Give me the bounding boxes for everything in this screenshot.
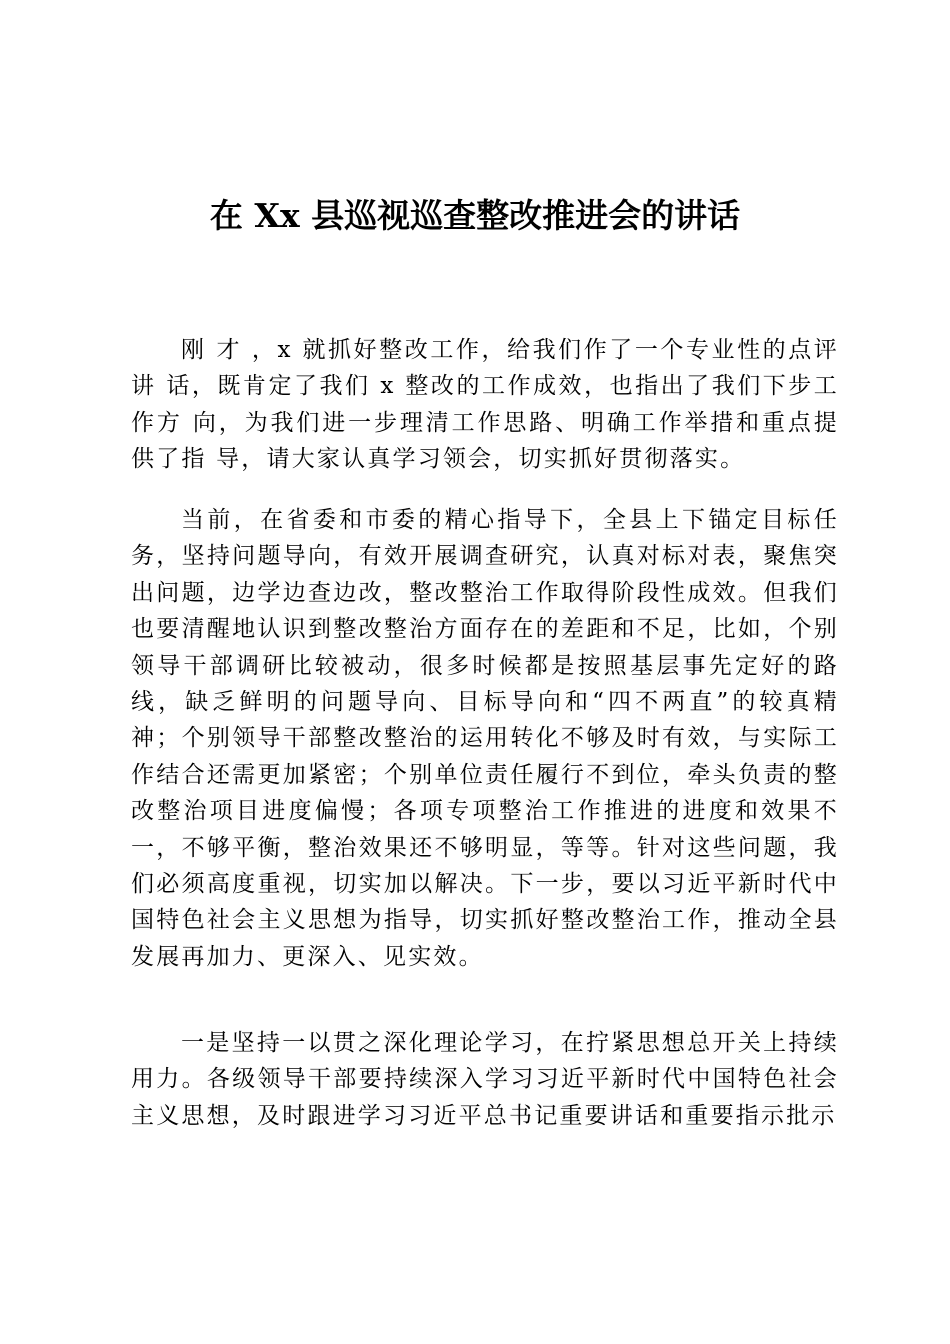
paragraph-point-one: 一是坚持一以贯之深化理论学习，在拧紧思想总开关上持续用力。各级领导干部要持续深入学习习近平新时代中国特色社会主义思想，及时跟进学习习近平总书记重要讲话和重要指示批示	[131, 1030, 839, 1129]
paragraph-current-situation: 当前，在省委和市委的精心指导下，全县上下锚定目标任务，坚持问题导向，有效开展调查研究，认真对标对表，聚焦突出问题，边学边查边改，整改整治工作取得阶段性成效。但我们也要清醒地认识到整改整治方面存在的差距和不足，比如，个别领导干部调研比较被动，很多时候都是按照基层事先定好的路线，缺乏鲜明的问题导向、目标导向和“四不两直”的较真精神；个别领导干部整改整治的运用转化不够及时有效，与实际工作结合还需更加紧密；个别单位责任履行不到位，牵头负责的整改整治项目进度偏慢；各项专项整治工作推进的进度和效果不一，不够平衡，整治效果还不够明显，等等。针对这些问题，我们必须高度重视，切实加以解决。下一步，要以习近平新时代中国特色社会主义思想为指导，切实抓好整改整治工作，推动全县发展再加力、更深入、见实效。	[131, 507, 839, 970]
paragraph-opening: 刚 才 ，x 就抓好整改工作，给我们作了一个专业性的点评讲 话，既肯定了我们 x 整改的工作成效，也指出了我们下步工作方 向，为我们进一步理清工作思路、明确工作举措和重点提供了指 导，请大家认真学习领会，切实抓好贯彻落实。	[131, 337, 839, 473]
document-title: 在 Xx 县巡视巡查整改推进会的讲话	[209, 196, 741, 235]
